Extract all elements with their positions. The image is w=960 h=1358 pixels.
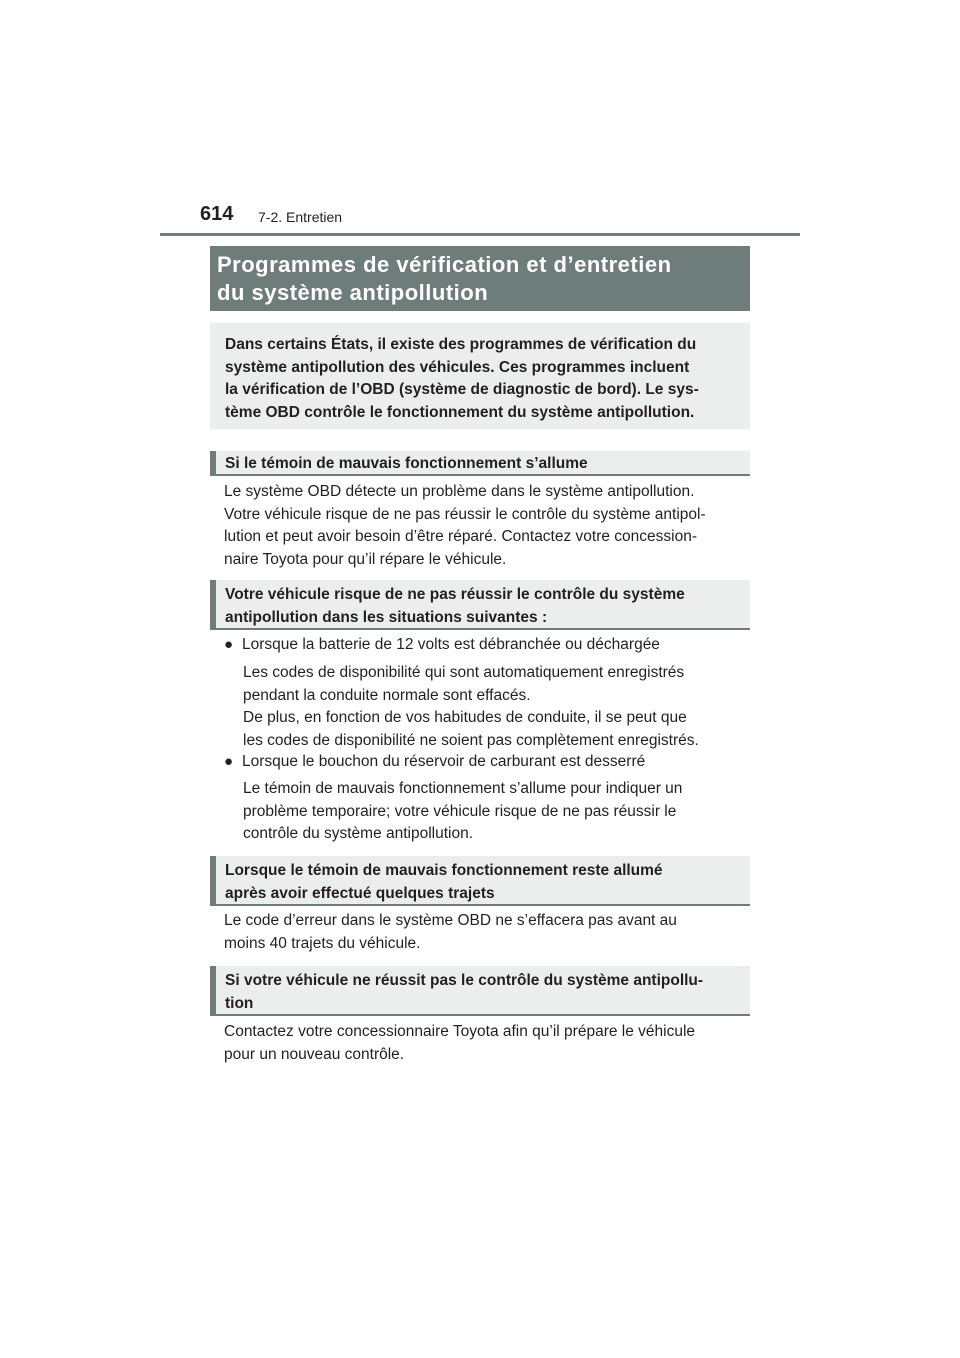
subheading-malfunction-light bbox=[210, 451, 750, 476]
title-line: Programmes de vérification et d’entretien bbox=[217, 252, 672, 277]
paragraph-failed-inspection bbox=[224, 1021, 745, 1066]
title-line: du système antipollution bbox=[217, 280, 489, 305]
subheading-text: Si le témoin de mauvais fonctionnement s’allume bbox=[225, 455, 588, 472]
bullet-item bbox=[224, 634, 660, 657]
paragraph-line: Contactez votre concessionnaire Toyota afin qu’il prépare le véhicule bbox=[224, 1023, 696, 1040]
paragraph-light-stays-on bbox=[224, 910, 745, 955]
subheading-failed-inspection bbox=[210, 966, 750, 1016]
paragraph-line: Votre véhicule risque de ne pas réussir le contrôle du système antipol- bbox=[224, 505, 706, 523]
bullet-dot-icon: ● bbox=[224, 753, 234, 770]
paragraph-line: les codes de disponibilité ne soient pas complètement enregistrés. bbox=[243, 731, 699, 749]
paragraph-line: pendant la conduite normale sont effacés. bbox=[243, 686, 531, 704]
bullet-dot-icon: ● bbox=[224, 636, 234, 653]
section-label: 7-2. Entretien bbox=[258, 209, 343, 225]
bullet-description bbox=[243, 707, 745, 752]
subheading-fail-situations bbox=[210, 580, 750, 630]
paragraph-line: problème temporaire; votre véhicule risque de ne pas réussir le bbox=[243, 802, 677, 820]
paragraph-line: lution et peut avoir besoin d’être réparé. Contactez votre concession- bbox=[224, 528, 698, 545]
paragraph-line: moins 40 trajets du véhicule. bbox=[224, 934, 421, 952]
paragraph-line: Les codes de disponibilité qui sont automatiquement enregistrés bbox=[243, 664, 685, 681]
subheading-light-stays-on bbox=[210, 856, 750, 906]
intro-line: la vérification de l’OBD (système de diagnostic de bord). Le sys- bbox=[225, 381, 699, 398]
subheading-text: Si votre véhicule ne réussit pas le contrôle du système antipollu- bbox=[225, 972, 704, 989]
page-title bbox=[210, 246, 750, 311]
page-number: 614 bbox=[200, 203, 234, 225]
intro-box bbox=[210, 323, 750, 429]
paragraph-line: Le code d’erreur dans le système OBD ne s’effacera pas avant au bbox=[224, 912, 677, 929]
subheading-text: Lorsque le témoin de mauvais fonctionnement reste allumé bbox=[225, 862, 663, 879]
paragraph-line: Le témoin de mauvais fonctionnement s’allume pour indiquer un bbox=[243, 780, 683, 797]
bullet-title: Lorsque la batterie de 12 volts est débranchée ou déchargée bbox=[242, 636, 660, 653]
intro-line: système antipollution des véhicules. Ces programmes incluent bbox=[225, 358, 690, 376]
paragraph-line: De plus, en fonction de vos habitudes de conduite, il se peut que bbox=[243, 709, 687, 726]
bullet-title: Lorsque le bouchon du réservoir de carburant est desserré bbox=[242, 753, 646, 770]
intro-line: tème OBD contrôle le fonctionnement du système antipollution. bbox=[225, 403, 695, 421]
paragraph-malfunction-light bbox=[224, 481, 745, 571]
paragraph-line: Le système OBD détecte un problème dans le système antipollution. bbox=[224, 483, 695, 500]
header-divider bbox=[160, 233, 800, 236]
paragraph-line: pour un nouveau contrôle. bbox=[224, 1045, 405, 1063]
paragraph-line: naire Toyota pour qu’il répare le véhicule. bbox=[224, 550, 507, 568]
subheading-text: Votre véhicule risque de ne pas réussir le contrôle du système bbox=[225, 586, 685, 603]
intro-line: Dans certains États, il existe des programmes de vérification du bbox=[225, 336, 697, 353]
bullet-description bbox=[243, 778, 745, 846]
subheading-text: tion bbox=[225, 994, 254, 1012]
subheading-text: antipollution dans les situations suivantes : bbox=[225, 608, 548, 626]
subheading-text: après avoir effectué quelques trajets bbox=[225, 884, 495, 902]
bullet-item bbox=[224, 751, 645, 774]
paragraph-line: contrôle du système antipollution. bbox=[243, 825, 474, 842]
bullet-description bbox=[243, 662, 745, 707]
